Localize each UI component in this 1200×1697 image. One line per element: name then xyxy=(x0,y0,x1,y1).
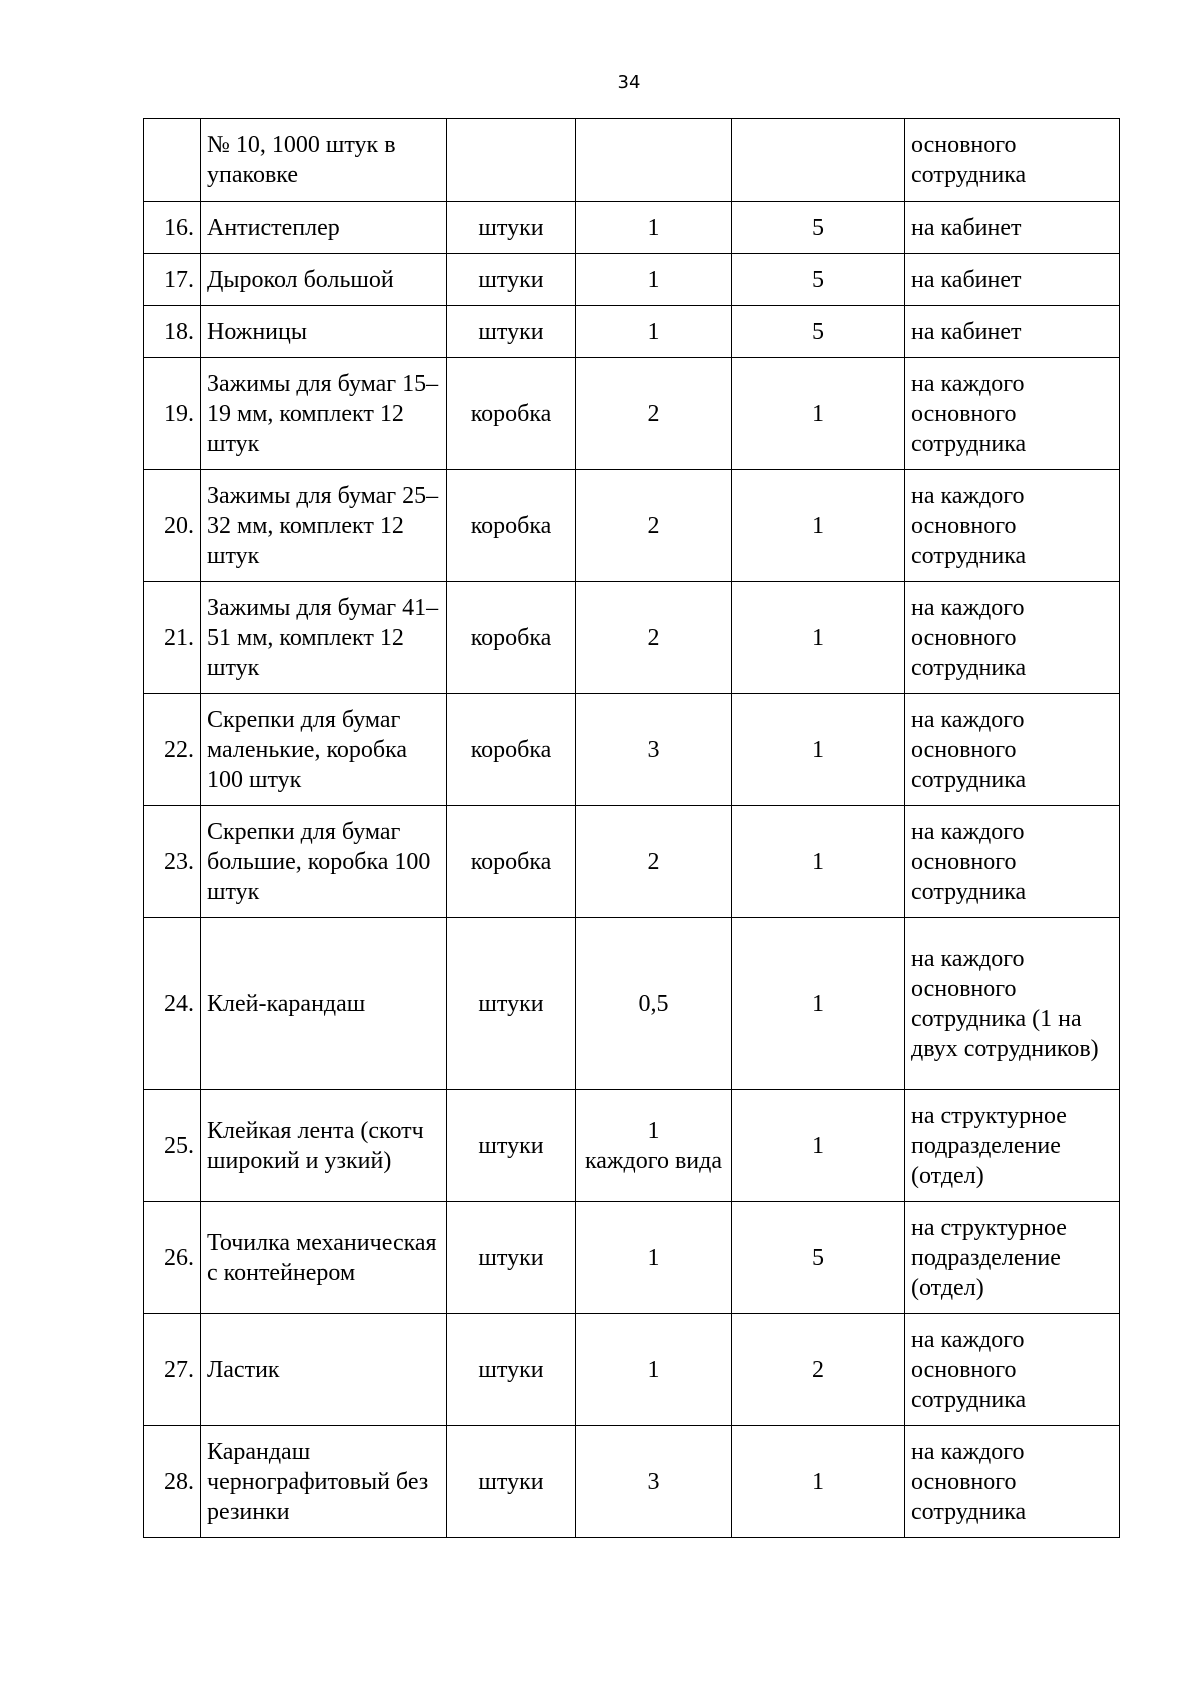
row-number: 25. xyxy=(144,1090,201,1202)
item-quantity: 2 xyxy=(576,358,732,470)
row-number: 22. xyxy=(144,694,201,806)
item-name: Ластик xyxy=(201,1314,447,1426)
item-period: 1 xyxy=(732,582,905,694)
item-name: № 10, 1000 штук в упаковке xyxy=(201,119,447,202)
table-row xyxy=(144,306,1120,358)
item-quantity: 2 xyxy=(576,582,732,694)
row-number: 18. xyxy=(144,306,201,358)
item-quantity: 2 xyxy=(576,470,732,582)
page-number: 34 xyxy=(617,72,641,93)
item-unit xyxy=(447,119,576,202)
item-unit: штуки xyxy=(447,1314,576,1426)
item-quantity: 1 xyxy=(576,306,732,358)
item-period: 1 xyxy=(732,470,905,582)
item-unit: коробка xyxy=(447,582,576,694)
table-body xyxy=(144,119,1120,1538)
item-quantity: 1 xyxy=(576,1314,732,1426)
item-unit: штуки xyxy=(447,1090,576,1202)
item-unit: коробка xyxy=(447,358,576,470)
table-row xyxy=(144,119,1120,202)
row-number: 28. xyxy=(144,1426,201,1538)
table-row xyxy=(144,1090,1120,1202)
row-number: 26. xyxy=(144,1202,201,1314)
item-quantity: 1 xyxy=(647,1117,660,1144)
item-name: Точилка механическая с контейнером xyxy=(201,1202,447,1314)
item-note: на структурное подразделение (отдел) xyxy=(905,1090,1120,1202)
table-row xyxy=(144,918,1120,1090)
item-quantity: 0,5 xyxy=(576,918,732,1090)
table-row xyxy=(144,202,1120,254)
row-number: 17. xyxy=(144,254,201,306)
item-unit: штуки xyxy=(447,306,576,358)
item-name: Клей-карандаш xyxy=(201,918,447,1090)
item-note: на каждого основного сотрудника xyxy=(905,1314,1120,1426)
item-name: Зажимы для бумаг 41–51 мм, комплект 12 штук xyxy=(201,582,447,694)
item-quantity: 1 xyxy=(576,202,732,254)
table-row xyxy=(144,694,1120,806)
table-row xyxy=(144,1314,1120,1426)
item-note: на кабинет xyxy=(905,202,1120,254)
row-number: 23. xyxy=(144,806,201,918)
item-name: Карандаш чернографитовый без резинки xyxy=(201,1426,447,1538)
item-quantity: 1 xyxy=(576,1202,732,1314)
item-period: 5 xyxy=(732,202,905,254)
item-quantity-cell xyxy=(576,1090,732,1202)
table-row xyxy=(144,470,1120,582)
row-number: 19. xyxy=(144,358,201,470)
item-name: Ножницы xyxy=(201,306,447,358)
item-quantity-note: каждого вида xyxy=(584,1147,723,1174)
row-number: 27. xyxy=(144,1314,201,1426)
item-quantity: 1 xyxy=(576,254,732,306)
item-note: на кабинет xyxy=(905,306,1120,358)
item-unit: коробка xyxy=(447,470,576,582)
item-period: 1 xyxy=(732,918,905,1090)
item-name: Зажимы для бумаг 15–19 мм, комплект 12 штук xyxy=(201,358,447,470)
item-unit: штуки xyxy=(447,1426,576,1538)
item-quantity xyxy=(576,119,732,202)
item-note: на кабинет xyxy=(905,254,1120,306)
item-note: на каждого основного сотрудника xyxy=(905,1426,1120,1538)
item-period: 2 xyxy=(732,1314,905,1426)
row-number: 20. xyxy=(144,470,201,582)
item-name: Скрепки для бумаг большие, коробка 100 штук xyxy=(201,806,447,918)
row-number: 24. xyxy=(144,918,201,1090)
table-row xyxy=(144,1426,1120,1538)
item-note: на каждого основного сотрудника xyxy=(905,358,1120,470)
item-note: на каждого основного сотрудника (1 на двух сотрудников) xyxy=(905,918,1120,1090)
row-number xyxy=(144,119,201,202)
item-unit: штуки xyxy=(447,202,576,254)
supplies-table xyxy=(143,118,1120,1538)
item-note: на структурное подразделение (отдел) xyxy=(905,1202,1120,1314)
row-number: 21. xyxy=(144,582,201,694)
item-period: 1 xyxy=(732,358,905,470)
item-name: Антистеплер xyxy=(201,202,447,254)
item-note: основного сотрудника xyxy=(905,119,1120,202)
item-note: на каждого основного сотрудника xyxy=(905,694,1120,806)
item-unit: штуки xyxy=(447,254,576,306)
item-unit: штуки xyxy=(447,1202,576,1314)
item-period: 1 xyxy=(732,1426,905,1538)
table-row xyxy=(144,582,1120,694)
table-row xyxy=(144,806,1120,918)
table-row xyxy=(144,254,1120,306)
item-period xyxy=(732,119,905,202)
item-period: 5 xyxy=(732,1202,905,1314)
table-row xyxy=(144,358,1120,470)
item-quantity: 3 xyxy=(576,1426,732,1538)
item-period: 1 xyxy=(732,806,905,918)
item-period: 5 xyxy=(732,306,905,358)
item-name: Дырокол большой xyxy=(201,254,447,306)
item-period: 1 xyxy=(732,1090,905,1202)
item-note: на каждого основного сотрудника xyxy=(905,582,1120,694)
item-quantity: 2 xyxy=(576,806,732,918)
item-period: 5 xyxy=(732,254,905,306)
item-period: 1 xyxy=(732,694,905,806)
row-number: 16. xyxy=(144,202,201,254)
item-name: Клейкая лента (скотч широкий и узкий) xyxy=(201,1090,447,1202)
item-unit: штуки xyxy=(447,918,576,1090)
table-row xyxy=(144,1202,1120,1314)
item-quantity: 3 xyxy=(576,694,732,806)
item-note: на каждого основного сотрудника xyxy=(905,806,1120,918)
item-note: на каждого основного сотрудника xyxy=(905,470,1120,582)
item-name: Скрепки для бумаг маленькие, коробка 100 штук xyxy=(201,694,447,806)
item-name: Зажимы для бумаг 25–32 мм, комплект 12 штук xyxy=(201,470,447,582)
item-unit: коробка xyxy=(447,694,576,806)
item-unit: коробка xyxy=(447,806,576,918)
